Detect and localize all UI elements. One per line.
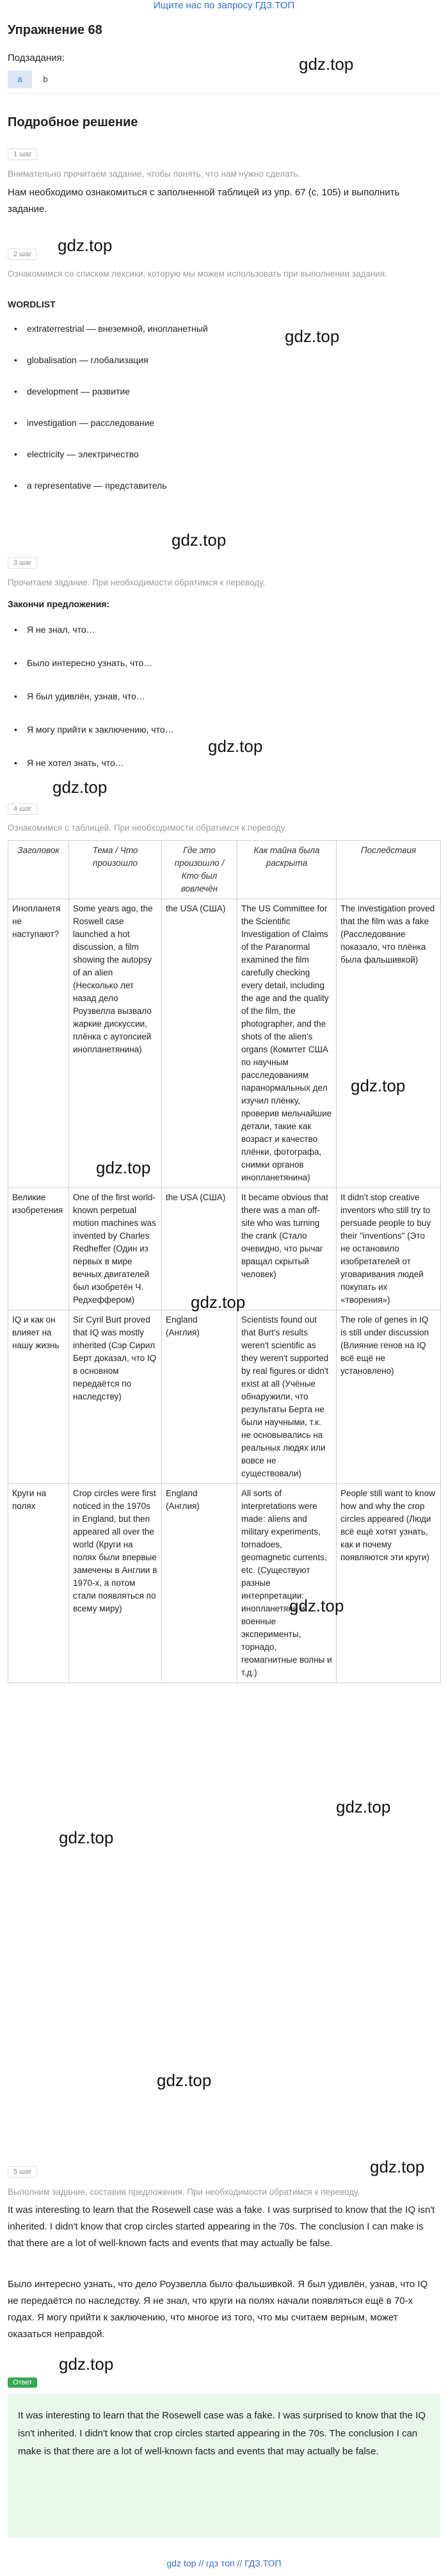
watermark: gdz.top [52,778,108,797]
step-5-hint: Выполним задание, составив предложения. При необходимости обратимся к переводу. [8,2187,360,2197]
watermark: gdz.top [299,54,354,74]
subtask-tab-a[interactable]: a [8,70,32,88]
watermark: gdz.top [336,1797,391,1816]
step-4-chip: 4 шаг [8,803,37,815]
watermark: gdz.top [172,530,227,550]
step-5-chip: 5 шаг [8,2166,37,2178]
table-cell: Круги на полях [8,1484,69,1683]
top-promo-link[interactable]: Ищите нас по запросу ГДЗ.ТОП [153,0,295,11]
watermark: gdz.top [59,1828,114,1847]
table-cell: One of the first world-known perpetual motion machines was invented by Charles Redheffer (Один из первых в мире вечных двигателей был изобретён Ч. Редхеффером) [69,1188,162,1310]
table-cell: The role of genes in IQ is still under discussion (Влияние генов на IQ всё ещё не установлено) [337,1310,441,1484]
subtasks-label: Подзадания: [8,53,65,63]
table-header-cell: Как тайна была раскрыта [237,841,337,899]
divider [8,93,440,94]
table-cell: All sorts of interpretations were made: aliens and military experiments, tornadoes, geomagnetic currents, etc. (Существуют разные интерпретации: инопланетяне и военные эксперименты, торнадо, геомагнитные волны и т.д.) [237,1484,337,1683]
table-header-cell: Где это произошло / Кто был вовлечён [162,841,237,899]
step-2-chip: 2 шаг [8,249,37,260]
table-header-cell: Тема / Что произошло [69,841,162,899]
step-1-hint: Внимательно прочитаем задание, чтобы понять, что нам нужно сделать. [8,169,301,179]
watermark: gdz.top [289,1596,344,1615]
answer-chip: Ответ [8,2377,37,2388]
table-row [8,899,441,1188]
table-cell: IQ и как он влияет на нашу жизнь [8,1310,69,1484]
step-4-hint: Ознакомимся с таблицей. При необходимости обратимся к переводу. [8,823,287,833]
wordlist-label: WORDLIST [8,299,56,309]
table-cell: People still want to know how and why the crop circles appeared (Люди всё ещё хотят узнать, как и почему появляются эти круги) [337,1484,441,1683]
table-header-cell: Последствия [337,841,441,899]
table-header-row [8,841,441,899]
results-table [8,840,441,1683]
final-english-text: It was interesting to learn that the Rosewell case was a fake. I was surprised to know that the IQ isn't inherited. I didn't know that crop circles started appearing in the 70s. The conclusion I can make is that there are a lot of well-known facts and events that may actually be false. [8,2205,435,2249]
answer-text: It was interesting to learn that the Rosewell case was a fake. I was surprised to know that the IQ isn't inherited. I didn't know that crop circles started appearing in the 70s. The conclusion I can make is that there are a lot of well-known facts and events that may actually be false. [18,2410,426,2457]
finish-item: • Я был удивлён, узнав, что… [8,691,145,701]
table-cell: the USA (США) [162,899,237,1188]
table-cell: Великие изобретения [8,1188,69,1310]
watermark: gdz.top [191,1292,246,1312]
watermark: gdz.top [96,1158,151,1177]
subtask-tab-b[interactable]: b [43,74,48,84]
page-title: Упражнение 68 [8,23,102,37]
table-cell: England (Англия) [162,1310,237,1484]
step-2-hint: Ознакомимся со списком лексики, которую мы можем использовать при выполнении задания. [8,269,387,279]
table-row [8,1310,441,1484]
finish-label: Закончи предложения: [8,599,110,609]
step-3-hint: Прочитаем задание. При необходимости обратимся к переводу. [8,578,266,587]
wordlist-item: • globalisation — глобализация [8,355,148,365]
table-cell: It didn't stop creative inventors who still try to persuade people to buy their "inventions" (Это не остановило изобретателей от уговаривания людей покупать их «творения») [337,1188,441,1310]
table-header-cell: Заголовок [8,841,69,899]
final-russian-text: Было интересно узнать, что дело Роузвелла было фальшивкой. Я был удивлён, узнав, что IQ не передаётся по наследству. Я не знал, что круги на полях начали появляться ещё в 70-х годах. Я могу прийти к заключению, что многое из того, что мы считаем верным, может оказаться неправдой. [8,2279,428,2340]
step-1-text: Нам необходимо ознакомиться с заполненной таблицей из упр. 67 (с. 105) и выполнить задание. [8,187,400,215]
footer-links[interactable]: gdz top // гдз топ // ГДЗ.ТОП [166,2558,282,2568]
wordlist-item: • extraterrestrial — внеземной, инопланетный [8,323,208,334]
watermark: gdz.top [351,1076,406,1095]
watermark: gdz.top [157,2071,212,2090]
finish-item: • Я могу прийти к заключению, что… [8,724,174,735]
table-cell: Sir Cyril Burt proved that IQ was mostly inherited (Сэр Сирил Берт доказал, что IQ в основном передаётся по наследству) [69,1310,162,1484]
watermark: gdz.top [59,2354,114,2374]
wordlist-item: • development — развитие [8,386,130,396]
table-row [8,1484,441,1683]
finish-item: • Я не хотел знать, что… [8,758,124,768]
table-cell: It became obvious that there was a man off-site who was turning the crank (Стало очевидно, что рычаг вращал скрытый человек) [237,1188,337,1310]
table-row [8,1188,441,1310]
wordlist-item: • investigation — расследование [8,418,154,428]
watermark: gdz.top [285,327,340,346]
solution-heading: Подробное решение [8,115,138,129]
table-cell: Инопланетяне наступают? [8,899,69,1188]
wordlist-item: • electricity — электричество [8,449,139,459]
table-cell: England (Англия) [162,1484,237,1683]
step-1-chip: 1 шаг [8,149,37,160]
table-cell: The US Committee for the Scientific Investigation of Claims of the Paranormal examined the film carefully checking every detail, including the age and the quality of the film, the photographer, and the shots of the alien's organs (Комитет США по научным расследованиям паранормальных дел изучил плёнку, проверив мельчайшие детали, такие как возраст и качество плёнки, фотографа, снимки органов инопланетянина) [237,899,337,1188]
table-cell: Scientists found out that Burt's results weren't scientific as they weren't supported by real figures or didn't exist at all (Учёные обнаружили, что результаты Берта не были научными, т.к. не основывались на реальных людях или вовсе не существовали) [237,1310,337,1484]
finish-item: • Было интересно узнать, что… [8,658,152,668]
table-cell: The investigation proved that the film was a fake (Расследование показало, что плёнка была фальшивкой) [337,899,441,1188]
table-cell: Crop circles were first noticed in the 1970s in England, but then appeared all over the world (Круги на полях были впервые замечены в Англии в 1970-х, а потом стали появляться по всему миру) [69,1484,162,1683]
finish-item: • Я не знал, что… [8,624,95,635]
table-cell: Some years ago, the Roswell case launched a hot discussion, a film showing the autopsy of an alien (Несколько лет назад дело Роузвелла вызвало жаркие дискуссии, плёнка с аутопсией инопланетянина) [69,899,162,1188]
watermark: gdz.top [370,2157,425,2176]
wordlist-item: • a representative — представитель [8,480,167,491]
watermark: gdz.top [58,236,113,255]
table-cell: the USA (США) [162,1188,237,1310]
watermark: gdz.top [208,737,263,756]
step-3-chip: 3 шаг [8,557,37,569]
